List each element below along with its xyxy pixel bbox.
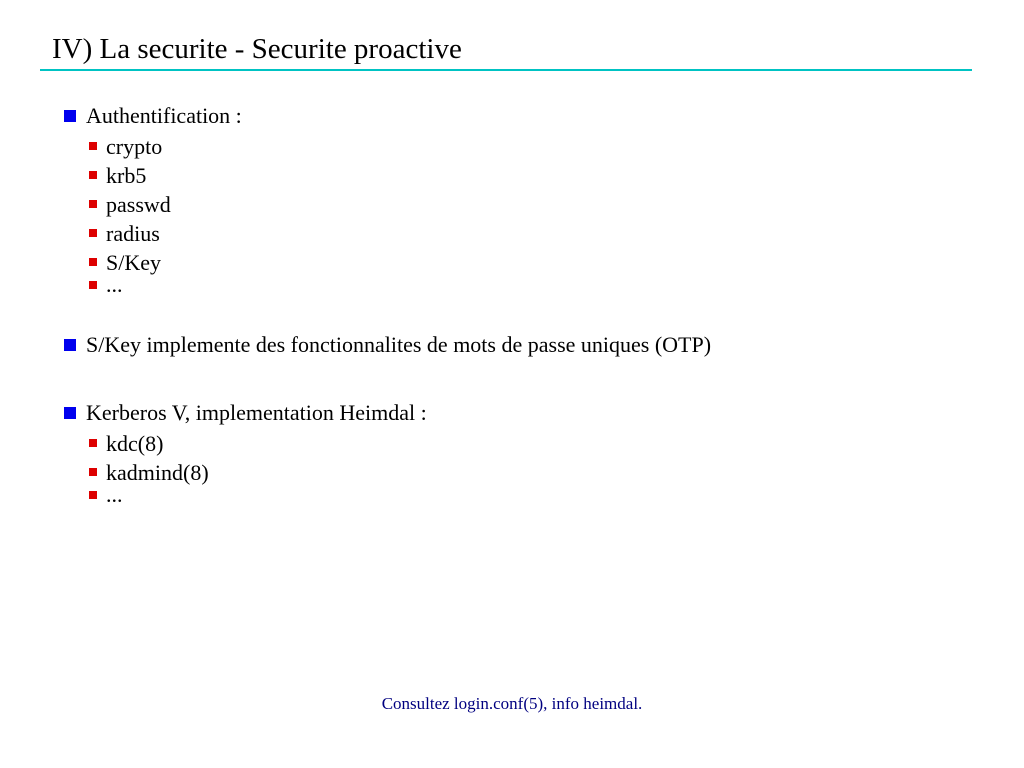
sub-bullet-square-icon	[89, 439, 97, 447]
sub-bullet-item	[89, 248, 1004, 277]
sub-bullet-item-label: kadmind(8)	[106, 460, 209, 485]
sub-bullet-item	[89, 429, 1004, 458]
sub-bullet-square-icon	[89, 171, 97, 179]
bullet-item-label: Authentification :	[86, 103, 242, 128]
sub-bullet-item	[89, 190, 1004, 219]
bullet-item-label: S/Key implemente des fonctionnalites de mots de passe uniques (OTP)	[86, 332, 712, 357]
bullet-square-icon	[64, 110, 76, 122]
sub-bullet-item-label: passwd	[106, 192, 171, 217]
bullet-item-label: Kerberos V, implementation Heimdal :	[86, 400, 427, 425]
sub-bullet-list	[64, 132, 1004, 297]
bullet-item	[64, 331, 1004, 359]
sub-bullet-square-icon	[89, 229, 97, 237]
slide-content	[64, 102, 1004, 507]
bullet-item	[64, 102, 1004, 130]
sub-bullet-item	[89, 458, 1004, 487]
bullet-square-icon	[64, 339, 76, 351]
sub-bullet-square-icon	[89, 468, 97, 476]
bullet-square-icon	[64, 407, 76, 419]
sub-bullet-item-label: kdc(8)	[106, 431, 164, 456]
sub-bullet-square-icon	[89, 258, 97, 266]
sub-bullet-item	[89, 219, 1004, 248]
sub-bullet-item	[89, 161, 1004, 190]
sub-bullet-item-label: radius	[106, 221, 160, 246]
title-underline	[40, 69, 972, 71]
sub-bullet-square-icon	[89, 491, 97, 499]
sub-bullet-item-ellipsis	[89, 482, 1004, 507]
sub-bullet-item-label: ...	[106, 272, 123, 297]
sub-bullet-item-label: S/Key	[106, 250, 161, 275]
sub-bullet-item-label: ...	[106, 482, 123, 507]
bullet-item	[64, 399, 1004, 427]
sub-bullet-item	[89, 132, 1004, 161]
sub-bullet-square-icon	[89, 200, 97, 208]
sub-bullet-square-icon	[89, 281, 97, 289]
sub-bullet-item-label: krb5	[106, 163, 147, 188]
sub-bullet-item-ellipsis	[89, 272, 1004, 297]
page-title: IV) La securite - Securite proactive	[52, 33, 462, 65]
sub-bullet-item-label: crypto	[106, 134, 163, 159]
sub-bullet-square-icon	[89, 142, 97, 150]
footer-note: Consultez login.conf(5), info heimdal.	[381, 694, 643, 713]
sub-bullet-list	[64, 429, 1004, 507]
